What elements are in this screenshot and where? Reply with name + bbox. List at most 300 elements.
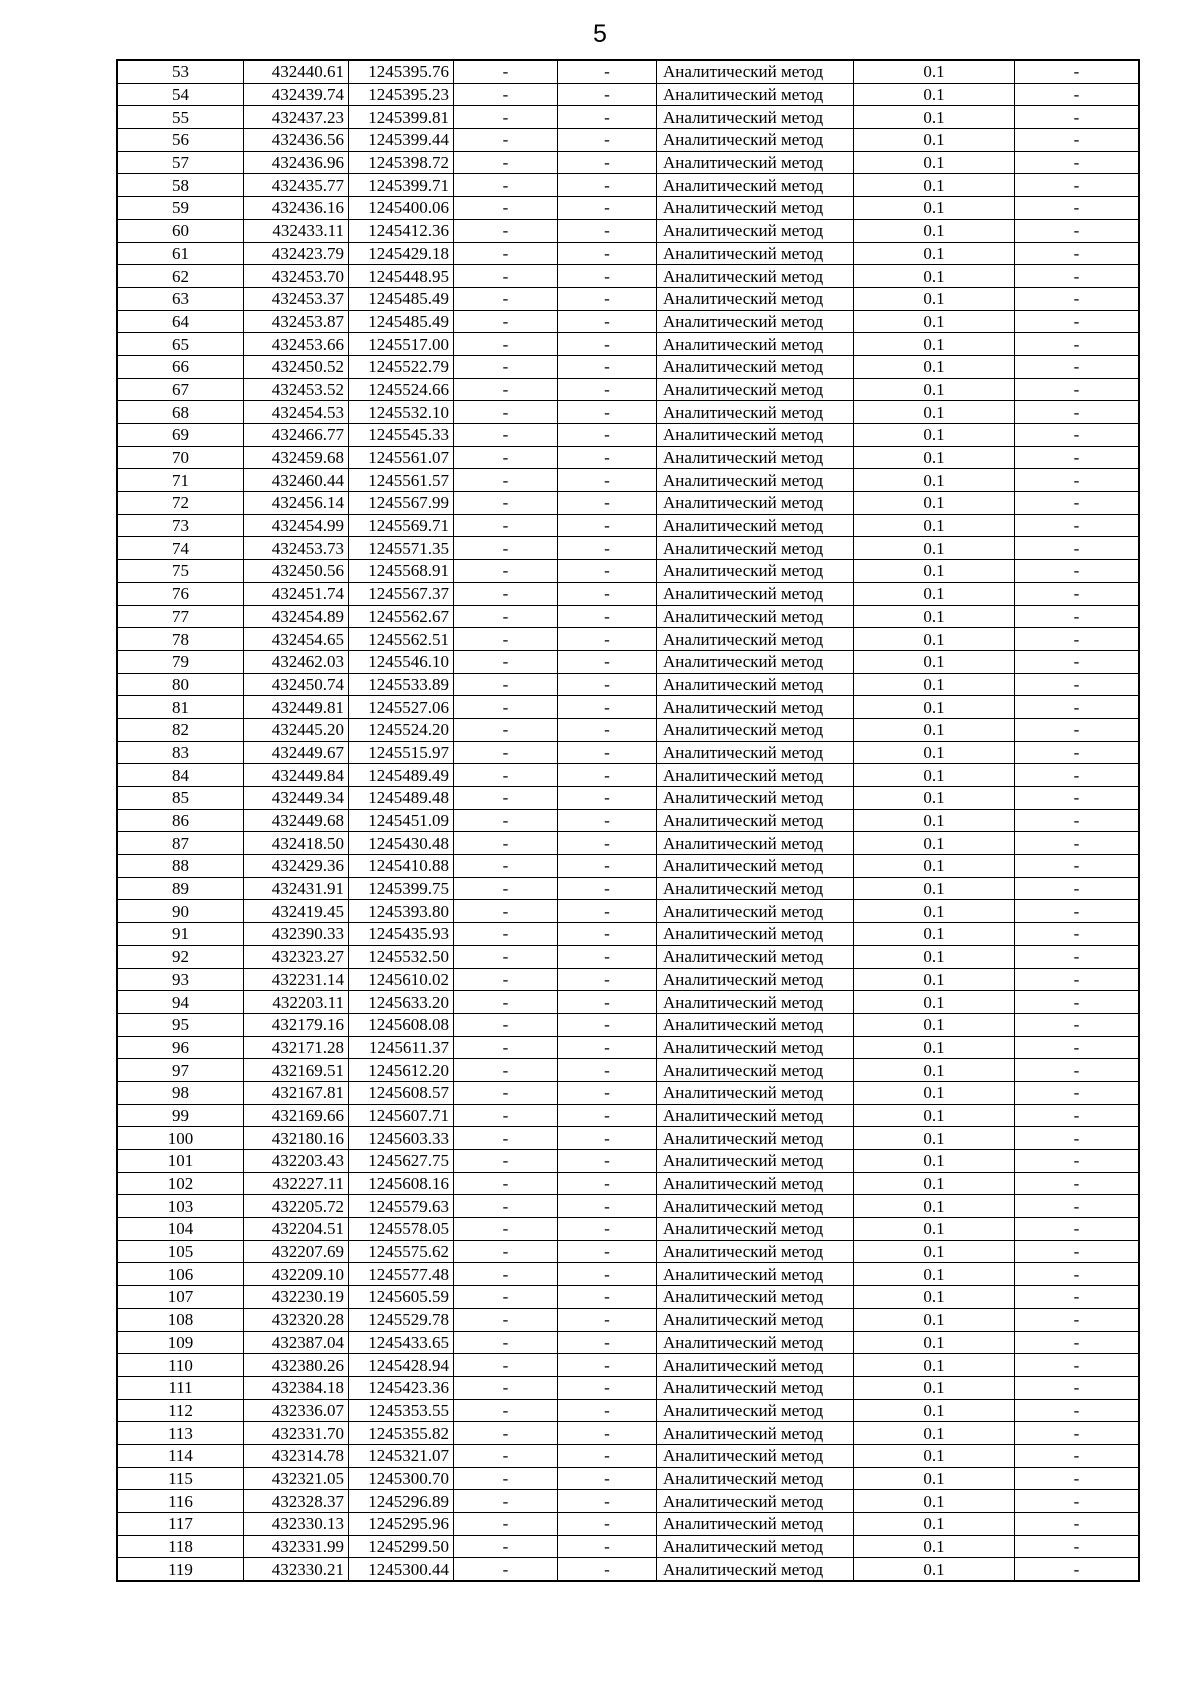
accuracy-cell: 0.1 bbox=[854, 106, 1015, 129]
y-coordinate-cell: 1245485.49 bbox=[349, 310, 454, 333]
y-coordinate-cell: 1245296.89 bbox=[349, 1490, 454, 1513]
empty-cell: - bbox=[1015, 83, 1140, 106]
y-coordinate-cell: 1245607.71 bbox=[349, 1104, 454, 1127]
accuracy-cell: 0.1 bbox=[854, 582, 1015, 605]
y-coordinate-cell: 1245529.78 bbox=[349, 1308, 454, 1331]
x-coordinate-cell: 432336.07 bbox=[244, 1399, 349, 1422]
empty-cell: - bbox=[558, 1150, 657, 1173]
method-cell: Аналитический метод bbox=[657, 945, 854, 968]
point-number-cell: 88 bbox=[117, 855, 244, 878]
y-coordinate-cell: 1245603.33 bbox=[349, 1127, 454, 1150]
point-number-cell: 102 bbox=[117, 1172, 244, 1195]
table-row bbox=[117, 1104, 1139, 1127]
empty-cell: - bbox=[558, 1490, 657, 1513]
empty-cell: - bbox=[454, 355, 558, 378]
x-coordinate-cell: 432330.21 bbox=[244, 1558, 349, 1581]
point-number-cell: 86 bbox=[117, 809, 244, 832]
empty-cell: - bbox=[1015, 1331, 1140, 1354]
empty-cell: - bbox=[1015, 1354, 1140, 1377]
accuracy-cell: 0.1 bbox=[854, 741, 1015, 764]
empty-cell: - bbox=[454, 968, 558, 991]
y-coordinate-cell: 1245399.44 bbox=[349, 129, 454, 152]
x-coordinate-cell: 432454.53 bbox=[244, 401, 349, 424]
x-coordinate-cell: 432230.19 bbox=[244, 1286, 349, 1309]
empty-cell: - bbox=[454, 1513, 558, 1536]
accuracy-cell: 0.1 bbox=[854, 1422, 1015, 1445]
x-coordinate-cell: 432436.56 bbox=[244, 129, 349, 152]
empty-cell: - bbox=[1015, 605, 1140, 628]
method-cell: Аналитический метод bbox=[657, 83, 854, 106]
table-row bbox=[117, 764, 1139, 787]
x-coordinate-cell: 432453.70 bbox=[244, 265, 349, 288]
point-number-cell: 107 bbox=[117, 1286, 244, 1309]
method-cell: Аналитический метод bbox=[657, 877, 854, 900]
empty-cell: - bbox=[558, 1195, 657, 1218]
y-coordinate-cell: 1245524.66 bbox=[349, 378, 454, 401]
x-coordinate-cell: 432171.28 bbox=[244, 1036, 349, 1059]
point-number-cell: 114 bbox=[117, 1444, 244, 1467]
empty-cell: - bbox=[454, 696, 558, 719]
empty-cell: - bbox=[1015, 787, 1140, 810]
empty-cell: - bbox=[558, 877, 657, 900]
point-number-cell: 62 bbox=[117, 265, 244, 288]
empty-cell: - bbox=[454, 287, 558, 310]
accuracy-cell: 0.1 bbox=[854, 287, 1015, 310]
y-coordinate-cell: 1245578.05 bbox=[349, 1218, 454, 1241]
x-coordinate-cell: 432453.87 bbox=[244, 310, 349, 333]
point-number-cell: 74 bbox=[117, 537, 244, 560]
empty-cell: - bbox=[1015, 355, 1140, 378]
empty-cell: - bbox=[558, 1013, 657, 1036]
empty-cell: - bbox=[1015, 1127, 1140, 1150]
empty-cell: - bbox=[558, 219, 657, 242]
coordinates-table bbox=[116, 59, 1140, 1582]
empty-cell: - bbox=[1015, 1558, 1140, 1581]
method-cell: Аналитический метод bbox=[657, 514, 854, 537]
method-cell: Аналитический метод bbox=[657, 809, 854, 832]
x-coordinate-cell: 432445.20 bbox=[244, 718, 349, 741]
empty-cell: - bbox=[454, 310, 558, 333]
x-coordinate-cell: 432449.81 bbox=[244, 696, 349, 719]
point-number-cell: 61 bbox=[117, 242, 244, 265]
method-cell: Аналитический метод bbox=[657, 174, 854, 197]
empty-cell: - bbox=[454, 401, 558, 424]
x-coordinate-cell: 432227.11 bbox=[244, 1172, 349, 1195]
y-coordinate-cell: 1245485.49 bbox=[349, 287, 454, 310]
table-row bbox=[117, 1059, 1139, 1082]
y-coordinate-cell: 1245627.75 bbox=[349, 1150, 454, 1173]
x-coordinate-cell: 432459.68 bbox=[244, 446, 349, 469]
accuracy-cell: 0.1 bbox=[854, 1059, 1015, 1082]
y-coordinate-cell: 1245524.20 bbox=[349, 718, 454, 741]
y-coordinate-cell: 1245517.00 bbox=[349, 333, 454, 356]
point-number-cell: 113 bbox=[117, 1422, 244, 1445]
method-cell: Аналитический метод bbox=[657, 673, 854, 696]
table-row bbox=[117, 1308, 1139, 1331]
x-coordinate-cell: 432209.10 bbox=[244, 1263, 349, 1286]
method-cell: Аналитический метод bbox=[657, 787, 854, 810]
point-number-cell: 94 bbox=[117, 991, 244, 1014]
method-cell: Аналитический метод bbox=[657, 242, 854, 265]
accuracy-cell: 0.1 bbox=[854, 1467, 1015, 1490]
y-coordinate-cell: 1245429.18 bbox=[349, 242, 454, 265]
table-row bbox=[117, 1286, 1139, 1309]
table-row bbox=[117, 1263, 1139, 1286]
point-number-cell: 95 bbox=[117, 1013, 244, 1036]
table-row bbox=[117, 1195, 1139, 1218]
accuracy-cell: 0.1 bbox=[854, 1444, 1015, 1467]
y-coordinate-cell: 1245299.50 bbox=[349, 1535, 454, 1558]
empty-cell: - bbox=[558, 605, 657, 628]
empty-cell: - bbox=[454, 1218, 558, 1241]
x-coordinate-cell: 432453.66 bbox=[244, 333, 349, 356]
table-row bbox=[117, 265, 1139, 288]
method-cell: Аналитический метод bbox=[657, 1467, 854, 1490]
y-coordinate-cell: 1245435.93 bbox=[349, 923, 454, 946]
method-cell: Аналитический метод bbox=[657, 1399, 854, 1422]
empty-cell: - bbox=[454, 492, 558, 515]
point-number-cell: 100 bbox=[117, 1127, 244, 1150]
table-row bbox=[117, 1150, 1139, 1173]
table-row bbox=[117, 514, 1139, 537]
x-coordinate-cell: 432436.96 bbox=[244, 151, 349, 174]
table-row bbox=[117, 628, 1139, 651]
point-number-cell: 77 bbox=[117, 605, 244, 628]
empty-cell: - bbox=[454, 265, 558, 288]
x-coordinate-cell: 432453.73 bbox=[244, 537, 349, 560]
method-cell: Аналитический метод bbox=[657, 582, 854, 605]
point-number-cell: 60 bbox=[117, 219, 244, 242]
point-number-cell: 104 bbox=[117, 1218, 244, 1241]
empty-cell: - bbox=[1015, 1399, 1140, 1422]
y-coordinate-cell: 1245608.16 bbox=[349, 1172, 454, 1195]
x-coordinate-cell: 432450.56 bbox=[244, 560, 349, 583]
empty-cell: - bbox=[1015, 151, 1140, 174]
table-row bbox=[117, 174, 1139, 197]
point-number-cell: 108 bbox=[117, 1308, 244, 1331]
accuracy-cell: 0.1 bbox=[854, 628, 1015, 651]
empty-cell: - bbox=[558, 1308, 657, 1331]
empty-cell: - bbox=[558, 1240, 657, 1263]
accuracy-cell: 0.1 bbox=[854, 424, 1015, 447]
method-cell: Аналитический метод bbox=[657, 537, 854, 560]
table-row bbox=[117, 310, 1139, 333]
empty-cell: - bbox=[1015, 265, 1140, 288]
point-number-cell: 99 bbox=[117, 1104, 244, 1127]
accuracy-cell: 0.1 bbox=[854, 378, 1015, 401]
accuracy-cell: 0.1 bbox=[854, 809, 1015, 832]
empty-cell: - bbox=[558, 446, 657, 469]
method-cell: Аналитический метод bbox=[657, 764, 854, 787]
method-cell: Аналитический метод bbox=[657, 355, 854, 378]
empty-cell: - bbox=[1015, 287, 1140, 310]
y-coordinate-cell: 1245410.88 bbox=[349, 855, 454, 878]
empty-cell: - bbox=[558, 1331, 657, 1354]
table-row bbox=[117, 1376, 1139, 1399]
empty-cell: - bbox=[558, 945, 657, 968]
empty-cell: - bbox=[558, 355, 657, 378]
method-cell: Аналитический метод bbox=[657, 129, 854, 152]
y-coordinate-cell: 1245532.50 bbox=[349, 945, 454, 968]
empty-cell: - bbox=[558, 469, 657, 492]
empty-cell: - bbox=[558, 923, 657, 946]
empty-cell: - bbox=[454, 877, 558, 900]
table-row bbox=[117, 378, 1139, 401]
method-cell: Аналитический метод bbox=[657, 923, 854, 946]
empty-cell: - bbox=[454, 1036, 558, 1059]
point-number-cell: 87 bbox=[117, 832, 244, 855]
x-coordinate-cell: 432423.79 bbox=[244, 242, 349, 265]
empty-cell: - bbox=[558, 1422, 657, 1445]
accuracy-cell: 0.1 bbox=[854, 1081, 1015, 1104]
accuracy-cell: 0.1 bbox=[854, 923, 1015, 946]
accuracy-cell: 0.1 bbox=[854, 1490, 1015, 1513]
method-cell: Аналитический метод bbox=[657, 469, 854, 492]
accuracy-cell: 0.1 bbox=[854, 1195, 1015, 1218]
x-coordinate-cell: 432437.23 bbox=[244, 106, 349, 129]
empty-cell: - bbox=[454, 1013, 558, 1036]
empty-cell: - bbox=[1015, 1467, 1140, 1490]
y-coordinate-cell: 1245321.07 bbox=[349, 1444, 454, 1467]
empty-cell: - bbox=[1015, 1376, 1140, 1399]
x-coordinate-cell: 432451.74 bbox=[244, 582, 349, 605]
empty-cell: - bbox=[1015, 1218, 1140, 1241]
table-row bbox=[117, 1331, 1139, 1354]
empty-cell: - bbox=[1015, 1240, 1140, 1263]
table-row bbox=[117, 60, 1139, 83]
empty-cell: - bbox=[558, 1263, 657, 1286]
y-coordinate-cell: 1245562.51 bbox=[349, 628, 454, 651]
accuracy-cell: 0.1 bbox=[854, 333, 1015, 356]
method-cell: Аналитический метод bbox=[657, 424, 854, 447]
empty-cell: - bbox=[558, 492, 657, 515]
x-coordinate-cell: 432207.69 bbox=[244, 1240, 349, 1263]
x-coordinate-cell: 432439.74 bbox=[244, 83, 349, 106]
table-row bbox=[117, 877, 1139, 900]
empty-cell: - bbox=[558, 1059, 657, 1082]
method-cell: Аналитический метод bbox=[657, 310, 854, 333]
table-row bbox=[117, 446, 1139, 469]
empty-cell: - bbox=[454, 832, 558, 855]
y-coordinate-cell: 1245575.62 bbox=[349, 1240, 454, 1263]
x-coordinate-cell: 432331.99 bbox=[244, 1535, 349, 1558]
empty-cell: - bbox=[454, 60, 558, 83]
method-cell: Аналитический метод bbox=[657, 287, 854, 310]
accuracy-cell: 0.1 bbox=[854, 469, 1015, 492]
x-coordinate-cell: 432205.72 bbox=[244, 1195, 349, 1218]
point-number-cell: 117 bbox=[117, 1513, 244, 1536]
method-cell: Аналитический метод bbox=[657, 265, 854, 288]
accuracy-cell: 0.1 bbox=[854, 1104, 1015, 1127]
x-coordinate-cell: 432449.68 bbox=[244, 809, 349, 832]
accuracy-cell: 0.1 bbox=[854, 1240, 1015, 1263]
empty-cell: - bbox=[558, 287, 657, 310]
empty-cell: - bbox=[1015, 469, 1140, 492]
empty-cell: - bbox=[1015, 560, 1140, 583]
empty-cell: - bbox=[558, 242, 657, 265]
point-number-cell: 116 bbox=[117, 1490, 244, 1513]
y-coordinate-cell: 1245577.48 bbox=[349, 1263, 454, 1286]
accuracy-cell: 0.1 bbox=[854, 605, 1015, 628]
empty-cell: - bbox=[558, 333, 657, 356]
method-cell: Аналитический метод bbox=[657, 1081, 854, 1104]
accuracy-cell: 0.1 bbox=[854, 60, 1015, 83]
table-row bbox=[117, 1422, 1139, 1445]
empty-cell: - bbox=[558, 1558, 657, 1581]
table-row bbox=[117, 1218, 1139, 1241]
empty-cell: - bbox=[454, 628, 558, 651]
empty-cell: - bbox=[1015, 401, 1140, 424]
accuracy-cell: 0.1 bbox=[854, 1354, 1015, 1377]
table-row bbox=[117, 673, 1139, 696]
table-row bbox=[117, 1081, 1139, 1104]
point-number-cell: 83 bbox=[117, 741, 244, 764]
x-coordinate-cell: 432450.52 bbox=[244, 355, 349, 378]
y-coordinate-cell: 1245532.10 bbox=[349, 401, 454, 424]
x-coordinate-cell: 432314.78 bbox=[244, 1444, 349, 1467]
empty-cell: - bbox=[1015, 1150, 1140, 1173]
empty-cell: - bbox=[1015, 1104, 1140, 1127]
method-cell: Аналитический метод bbox=[657, 1104, 854, 1127]
method-cell: Аналитический метод bbox=[657, 1422, 854, 1445]
x-coordinate-cell: 432456.14 bbox=[244, 492, 349, 515]
empty-cell: - bbox=[1015, 310, 1140, 333]
empty-cell: - bbox=[1015, 1422, 1140, 1445]
table-row bbox=[117, 1013, 1139, 1036]
empty-cell: - bbox=[558, 1127, 657, 1150]
empty-cell: - bbox=[558, 83, 657, 106]
x-coordinate-cell: 432323.27 bbox=[244, 945, 349, 968]
accuracy-cell: 0.1 bbox=[854, 1331, 1015, 1354]
table-row bbox=[117, 1444, 1139, 1467]
empty-cell: - bbox=[454, 242, 558, 265]
empty-cell: - bbox=[1015, 991, 1140, 1014]
table-row bbox=[117, 1535, 1139, 1558]
x-coordinate-cell: 432320.28 bbox=[244, 1308, 349, 1331]
empty-cell: - bbox=[454, 673, 558, 696]
point-number-cell: 80 bbox=[117, 673, 244, 696]
empty-cell: - bbox=[558, 696, 657, 719]
method-cell: Аналитический метод bbox=[657, 446, 854, 469]
table-row bbox=[117, 219, 1139, 242]
point-number-cell: 84 bbox=[117, 764, 244, 787]
empty-cell: - bbox=[1015, 1286, 1140, 1309]
empty-cell: - bbox=[454, 809, 558, 832]
y-coordinate-cell: 1245612.20 bbox=[349, 1059, 454, 1082]
empty-cell: - bbox=[558, 582, 657, 605]
point-number-cell: 58 bbox=[117, 174, 244, 197]
empty-cell: - bbox=[454, 1376, 558, 1399]
table-row bbox=[117, 923, 1139, 946]
empty-cell: - bbox=[558, 900, 657, 923]
method-cell: Аналитический метод bbox=[657, 1286, 854, 1309]
y-coordinate-cell: 1245522.79 bbox=[349, 355, 454, 378]
y-coordinate-cell: 1245412.36 bbox=[349, 219, 454, 242]
point-number-cell: 112 bbox=[117, 1399, 244, 1422]
method-cell: Аналитический метод bbox=[657, 605, 854, 628]
empty-cell: - bbox=[558, 718, 657, 741]
point-number-cell: 105 bbox=[117, 1240, 244, 1263]
empty-cell: - bbox=[1015, 968, 1140, 991]
accuracy-cell: 0.1 bbox=[854, 310, 1015, 333]
x-coordinate-cell: 432454.89 bbox=[244, 605, 349, 628]
empty-cell: - bbox=[1015, 832, 1140, 855]
empty-cell: - bbox=[558, 628, 657, 651]
table-row bbox=[117, 355, 1139, 378]
empty-cell: - bbox=[454, 333, 558, 356]
y-coordinate-cell: 1245399.75 bbox=[349, 877, 454, 900]
y-coordinate-cell: 1245569.71 bbox=[349, 514, 454, 537]
empty-cell: - bbox=[454, 560, 558, 583]
accuracy-cell: 0.1 bbox=[854, 945, 1015, 968]
point-number-cell: 67 bbox=[117, 378, 244, 401]
point-number-cell: 115 bbox=[117, 1467, 244, 1490]
method-cell: Аналитический метод bbox=[657, 1150, 854, 1173]
table-row bbox=[117, 1558, 1139, 1581]
empty-cell: - bbox=[454, 219, 558, 242]
x-coordinate-cell: 432418.50 bbox=[244, 832, 349, 855]
empty-cell: - bbox=[558, 1444, 657, 1467]
point-number-cell: 73 bbox=[117, 514, 244, 537]
x-coordinate-cell: 432167.81 bbox=[244, 1081, 349, 1104]
empty-cell: - bbox=[454, 605, 558, 628]
method-cell: Аналитический метод bbox=[657, 628, 854, 651]
empty-cell: - bbox=[558, 537, 657, 560]
empty-cell: - bbox=[454, 106, 558, 129]
accuracy-cell: 0.1 bbox=[854, 242, 1015, 265]
y-coordinate-cell: 1245451.09 bbox=[349, 809, 454, 832]
point-number-cell: 110 bbox=[117, 1354, 244, 1377]
y-coordinate-cell: 1245489.49 bbox=[349, 764, 454, 787]
accuracy-cell: 0.1 bbox=[854, 446, 1015, 469]
accuracy-cell: 0.1 bbox=[854, 1127, 1015, 1150]
accuracy-cell: 0.1 bbox=[854, 492, 1015, 515]
x-coordinate-cell: 432435.77 bbox=[244, 174, 349, 197]
point-number-cell: 56 bbox=[117, 129, 244, 152]
empty-cell: - bbox=[454, 1467, 558, 1490]
point-number-cell: 98 bbox=[117, 1081, 244, 1104]
x-coordinate-cell: 432321.05 bbox=[244, 1467, 349, 1490]
empty-cell: - bbox=[558, 514, 657, 537]
accuracy-cell: 0.1 bbox=[854, 1513, 1015, 1536]
empty-cell: - bbox=[454, 151, 558, 174]
table-row bbox=[117, 83, 1139, 106]
y-coordinate-cell: 1245610.02 bbox=[349, 968, 454, 991]
method-cell: Аналитический метод bbox=[657, 1127, 854, 1150]
accuracy-cell: 0.1 bbox=[854, 1308, 1015, 1331]
method-cell: Аналитический метод bbox=[657, 60, 854, 83]
point-number-cell: 54 bbox=[117, 83, 244, 106]
method-cell: Аналитический метод bbox=[657, 1513, 854, 1536]
empty-cell: - bbox=[1015, 1263, 1140, 1286]
method-cell: Аналитический метод bbox=[657, 741, 854, 764]
empty-cell: - bbox=[1015, 877, 1140, 900]
method-cell: Аналитический метод bbox=[657, 378, 854, 401]
empty-cell: - bbox=[1015, 1513, 1140, 1536]
y-coordinate-cell: 1245567.99 bbox=[349, 492, 454, 515]
y-coordinate-cell: 1245399.81 bbox=[349, 106, 454, 129]
method-cell: Аналитический метод bbox=[657, 968, 854, 991]
y-coordinate-cell: 1245300.70 bbox=[349, 1467, 454, 1490]
empty-cell: - bbox=[1015, 219, 1140, 242]
x-coordinate-cell: 432328.37 bbox=[244, 1490, 349, 1513]
empty-cell: - bbox=[558, 1354, 657, 1377]
method-cell: Аналитический метод bbox=[657, 492, 854, 515]
empty-cell: - bbox=[454, 1172, 558, 1195]
table-row bbox=[117, 741, 1139, 764]
table-row bbox=[117, 787, 1139, 810]
point-number-cell: 78 bbox=[117, 628, 244, 651]
